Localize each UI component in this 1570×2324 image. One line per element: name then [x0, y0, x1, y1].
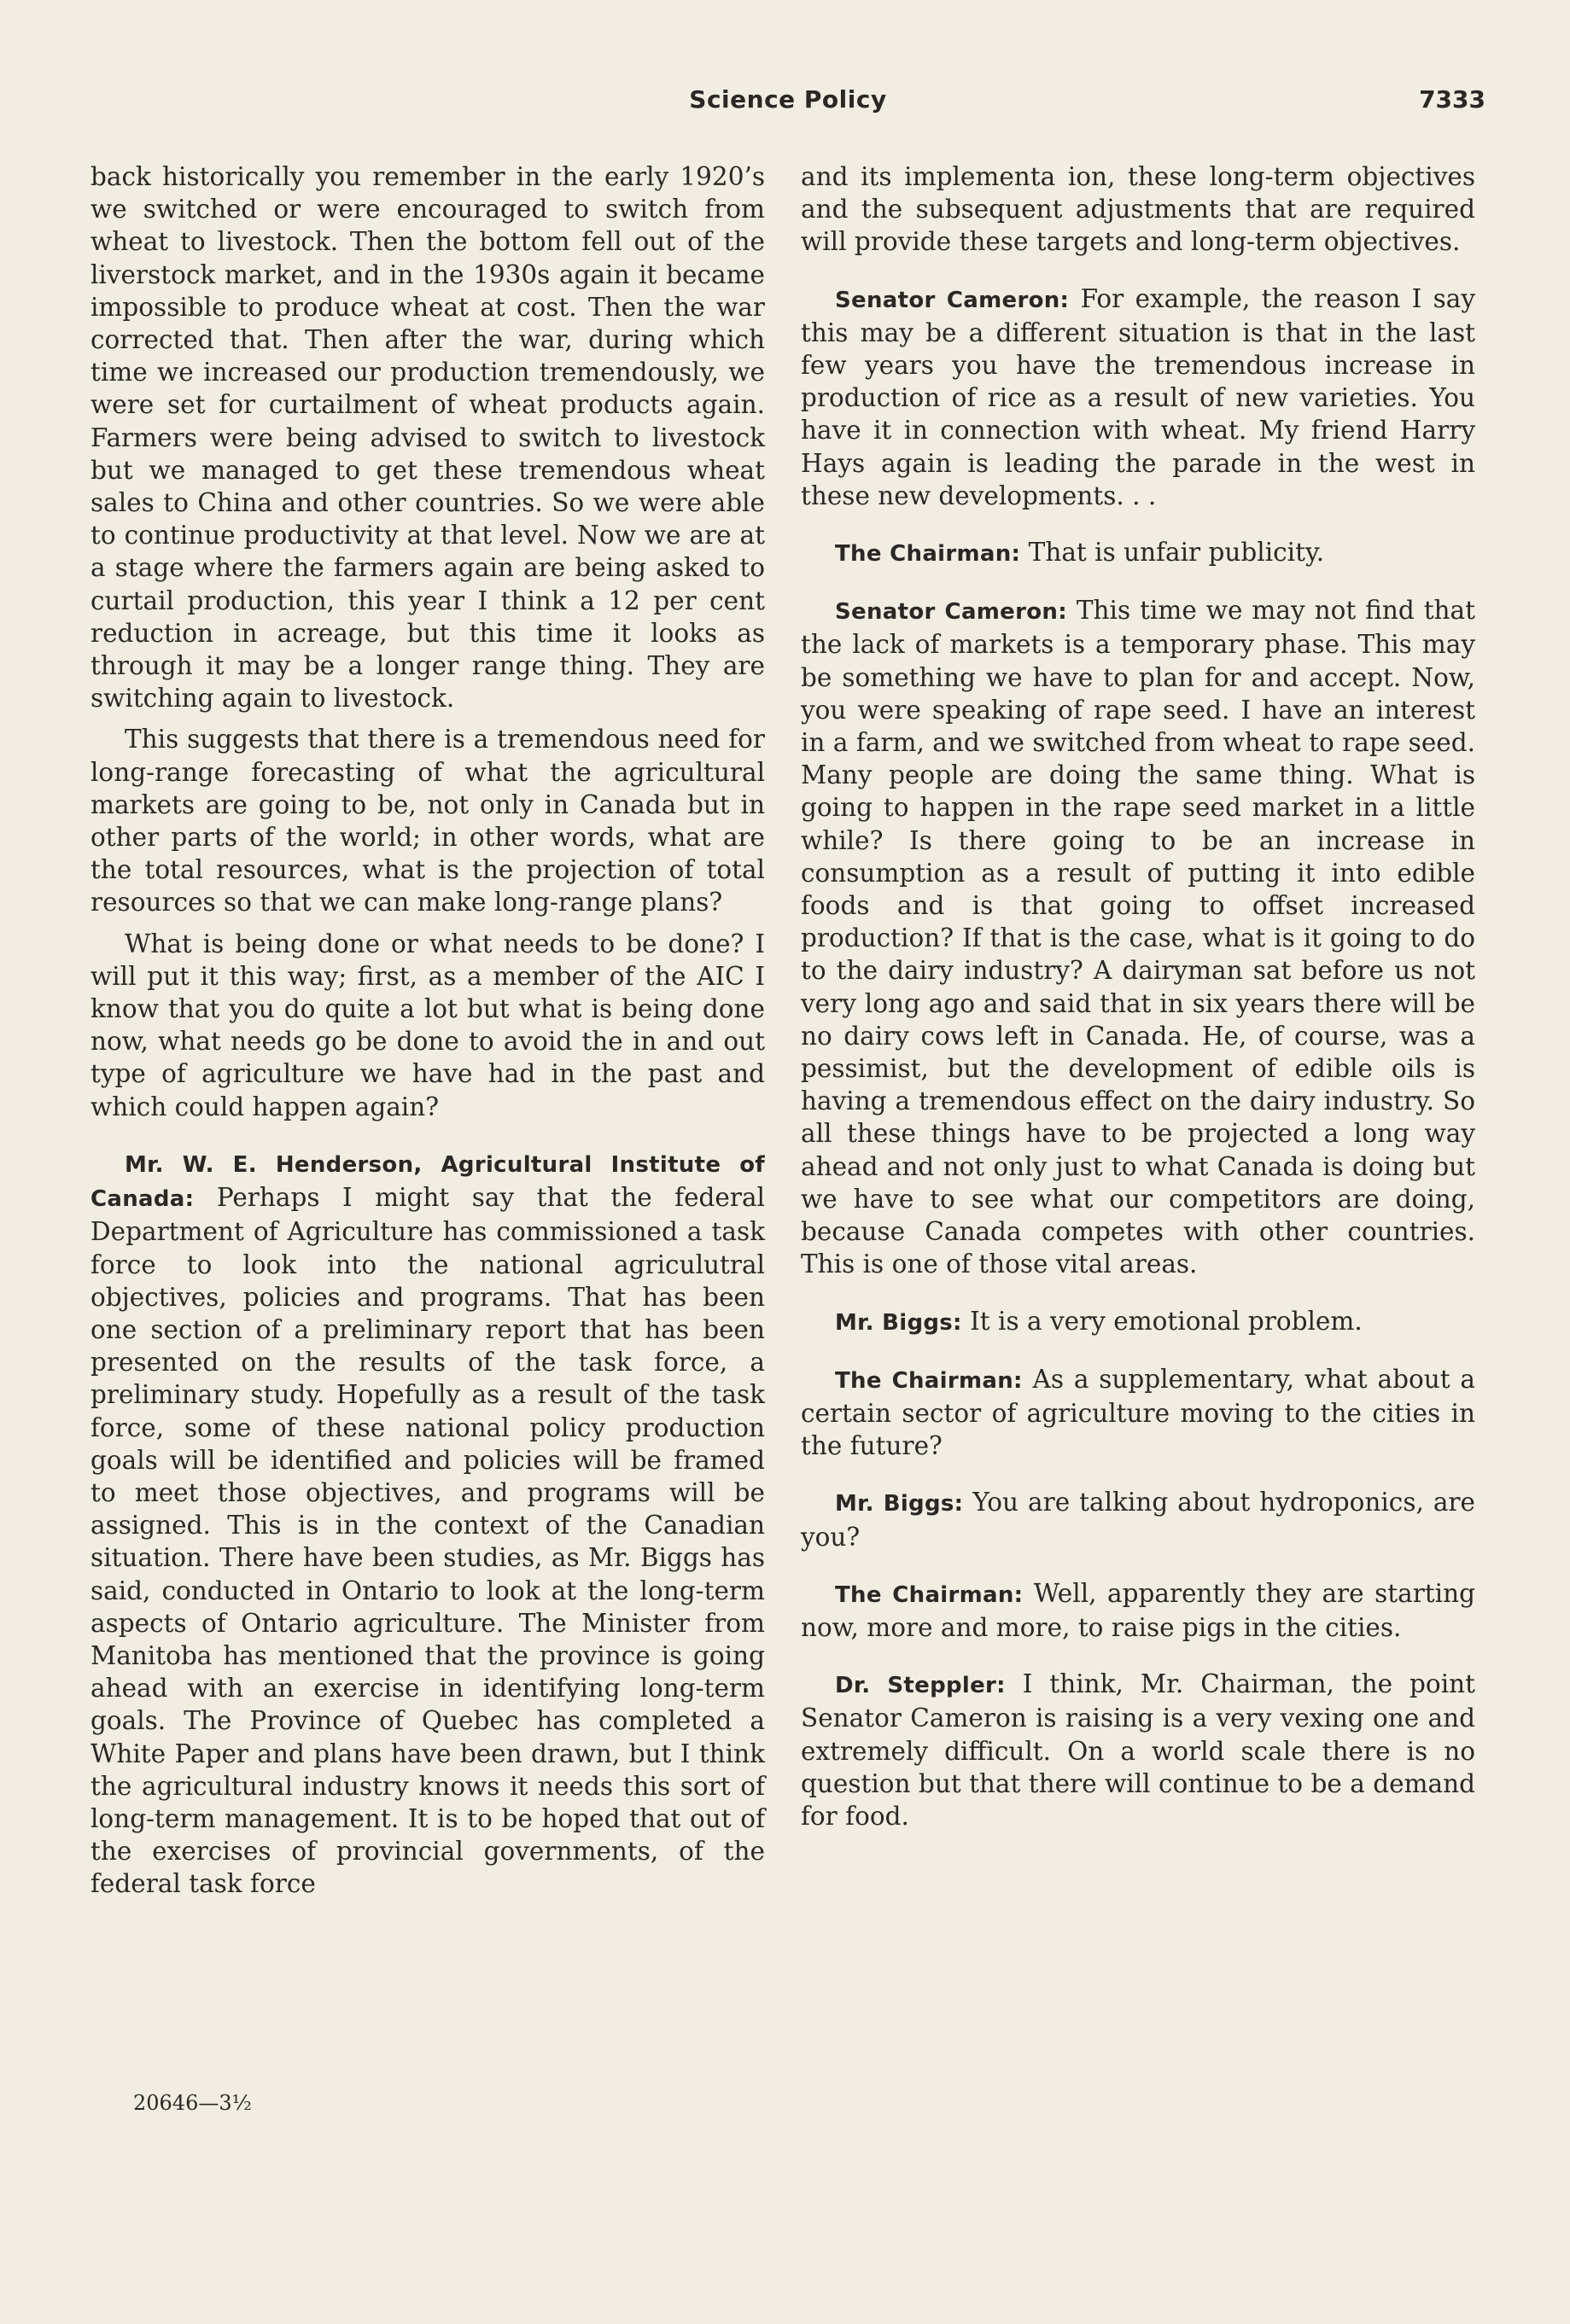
speech-paragraph: [801, 1668, 1475, 1832]
speech-text: For example, the reason I say this may be a different situation is that in the last few years you have the tremendous increase in production of rice as a result of new varieties. You have it in connection with wheat. My friend Harry Hays again is leading the parade in the west in these new developments. . .: [801, 283, 1475, 510]
paragraph-text: back historically you remember in the early 1920’s we switched or were encouraged to switch from wheat to livestock. Then the bottom fell out of the liverstock market, and in the 1930s again it became impossible to produce wheat at cost. Then the war corrected that. Then after the war, during which time we increased our production tremendously, we were set for curtailment of wheat products again. Farmers were being advised to switch to livestock but we managed to get these tremendous wheat sales to China and other countries. So we were able to continue productivity at that level. Now we are at a stage where the farmers again are being asked to curtail production, this year I think a 12 per cent reduction in acreage, but this time it looks as through it may be a longer range thing. They are switching again to livestock.: [90, 162, 765, 714]
speaker-name: Mr. Biggs:: [835, 1309, 962, 1336]
speech-text: As a supplementary, what about a certain sector of agriculture moving to the cities in the future?: [801, 1364, 1475, 1461]
speaker-name: The Chairman:: [835, 1581, 1024, 1608]
speech-paragraph: [801, 282, 1475, 512]
speech-paragraph: [801, 1577, 1475, 1644]
speaker-name: Senator Cameron:: [835, 287, 1070, 313]
printer-code: 20646—3½: [133, 2091, 252, 2115]
page-header: [90, 85, 1485, 128]
paragraph-text: and its implementa ion, these long-term objectives and the subsequent adjustments that are required will provide these targets and long-term objectives.: [801, 162, 1475, 257]
speaker-name: Mr. Biggs:: [835, 1491, 964, 1517]
right-column: [801, 160, 1475, 1832]
speech-paragraph: [90, 1147, 765, 1901]
paragraph-text: What is being done or what needs to be done? I will put it this way; first, as a member of the AIC I know that you do quite a lot but what is being done now, what needs go be done to avoid the in and out type of agriculture we have had in the past and which could happen again?: [90, 929, 765, 1121]
speech-paragraph: [801, 1305, 1475, 1339]
speaker-name: Mr. W. E. Henderson, Agricultural Institute of Canada:: [90, 1151, 765, 1213]
speaker-name: The Chairman:: [835, 541, 1021, 568]
running-title: Science Policy: [689, 85, 887, 114]
speech-text: This time we may not find that the lack of markets is a temporary phase. This may be something we have to plan for and accept. Now, you were speaking of rape seed. I have an interest in a farm, and we switched from wheat to rape seed. Many people are doing the same thing. What is going to happen in the rape seed market in a little while? Is there going to be an increase in consumption as a result of putting it into edible foods and is that going to offset increased production? If that is the case, what is it going to do to the dairy industry? A dairyman sat before us not very long ago and said that in six years there will be no dairy cows left in Canada. He, of course, was a pessimist, but the development of edible oils is having a tremendous effect on the dairy industry. So all these things have to be projected a long way ahead and not only just to what Canada is doing but we have to see what our competitors are doing, because Canada competes with other countries. This is one of those vital areas.: [801, 596, 1475, 1279]
speech-text: Perhaps I might say that the federal Department of Agriculture has commissioned a task force to look into the national agriculutral objectives, policies and programs. That has been one section of a preliminary report that has been presented on the results of the task force, a preliminary study. Hopefully as a result of the task force, some of these national policy production goals will be identified and policies will be framed to meet those objectives, and programs will be assigned. This is in the context of the Canadian situation. There have been studies, as Mr. Biggs has said, conducted in Ontario to look at the long-term aspects of Ontario agriculture. The Minister from Manitoba has mentioned that the province is going ahead with an exercise in identifying long-term goals. The Province of Quebec has completed a White Paper and plans have been drawn, but I think the agricultural industry knows it needs this sort of long-term management. It is to be hoped that out of the exercises of provincial governments, of the federal task force: [90, 1183, 765, 1899]
left-column: [90, 160, 765, 1901]
speech-paragraph: [801, 536, 1475, 570]
speech-text: Well, apparently they are starting now, more and more, to raise pigs in the cities.: [801, 1578, 1475, 1642]
speech-text: That is unfair publicity.: [1028, 538, 1325, 568]
speaker-name: Senator Cameron:: [835, 599, 1067, 626]
page-number: 7333: [1419, 85, 1485, 114]
paragraph-text: This suggests that there is a tremendous need for long-range forecasting of what the agricultural markets are going to be, not only in Canada but in other parts of the world; in other words, what are the total resources, what is the projection of total resources so that we can make long-range plans?: [90, 725, 765, 917]
speech-paragraph: [801, 1363, 1475, 1463]
speech-text: It is a very emotional problem.: [970, 1306, 1363, 1336]
paragraph: [90, 928, 765, 1123]
paragraph: [90, 160, 765, 714]
speech-text: I think, Mr. Chairman, the point Senator Cameron is raising is a very vexing one and extremely difficult. On a world scale there is no question but that there will continue to be a demand for food.: [801, 1669, 1475, 1831]
speaker-name: Dr. Steppler:: [835, 1673, 1006, 1699]
paragraph: [90, 723, 765, 918]
speech-paragraph: [801, 1486, 1475, 1552]
speech-text: You are talking about hydroponics, are you?: [801, 1488, 1475, 1552]
paragraph: [801, 160, 1475, 259]
speech-paragraph: [801, 594, 1475, 1280]
speaker-name: The Chairman:: [835, 1367, 1023, 1394]
